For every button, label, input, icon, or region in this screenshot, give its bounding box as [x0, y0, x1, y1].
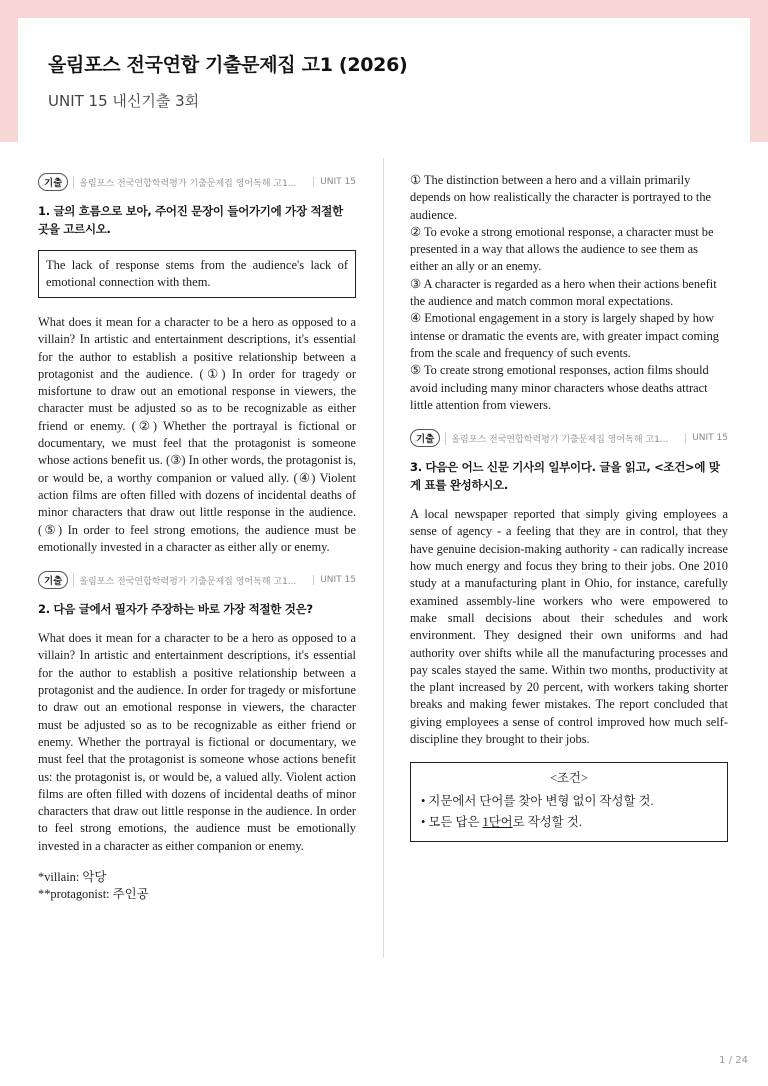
condition-2-after: 로 작성할 것. [512, 815, 582, 830]
q1-title: 1. 글의 흐름으로 보아, 주어진 문장이 들어가기에 가장 적절한 곳을 고르시오. [38, 204, 343, 236]
q2-title: 2. 다음 글에서 필자가 주장하는 바로 가장 적절한 것은? [38, 602, 313, 617]
left-column [38, 172, 356, 904]
choice-2[interactable]: ② To evoke a strong emotional response, a character must be presented in a way that allows the audience to see them as either an ally or an enemy. [410, 224, 714, 274]
q1-given-sentence: The lack of response stems from the audience's lack of emotional connection with them. [38, 250, 356, 298]
q3-passage: A local newspaper reported that simply giving employees a sense of agency - a feeling that they are in control, that they have genuine decision-making authority - can radically increase how much energy and focus they bring to their jobs. One 2010 study at a manufacturing plant in Ohio, for instance, carefully examined assembly-line workers who were empowered to make small decisions about their schedules and work environment. They designed their own uniforms and had authority over shifts while all the manufacturing processes and pay scales stayed the same. Within two months, productivity at the plant increased by 20 percent, with workers taking shorter breaks and making fewer mistakes. The report concluded that giving employees a sense of control improved how much self-discipline they brought to their jobs. [410, 507, 728, 747]
header-card [18, 18, 750, 142]
condition-2 [421, 812, 717, 833]
choice-1[interactable]: ① The distinction between a hero and a villain primarily depends on how realistically the character is portrayed to the audience. [410, 173, 712, 222]
q3-unit: UNIT 15 [685, 433, 728, 443]
q2-passage: What does it mean for a character to be a hero as opposed to a villain? In artistic and entertainment descriptions, it's essential for the author to establish a positive relationship between a protagonist and the audience. In order for tragedy or misfortune to draw out an emotional response in viewers, the character must be adjusted so as to be recognizable as either friend or enemy. Whether the portrayal is fictional or documentary, we must feel that the protagonist is someone whose actions benefit us: the protagonist is, or would be, a valued ally. Violent action films are often filled with dozens of incidental deaths of minor characters that draw out little response in the audience. In order to feel strong emotions, the audience must be emotionally invested in a character as either companion or enemy. [38, 631, 356, 853]
right-column [410, 172, 728, 842]
document-title: 올림포스 전국연합 기출문제집 고1 (2026) [48, 54, 408, 76]
q2-badge: 기출 [38, 571, 68, 589]
page-number: 1 / 24 [719, 1055, 748, 1066]
q1-passage: What does it mean for a character to be a hero as opposed to a villain? In artistic and entertainment descriptions, it's essential for the author to establish a positive relationship between a protagonist and the audience. (①) In order for tragedy or misfortune to draw out an emotional response in viewers, the character must be adjusted so as to be recognizable as either friend or enemy. (②) Whether the portrayal is fictional or documentary, we must feel that the protagonist is someone whose actions benefit us. (③) In other words, the protagonist is, or would be, a worthy companion or valued ally. (④) Violent action films are often filled with dozens of incidental deaths of minor characters that draw out little response in the audience. (⑤) In order to feel strong emotions, the audience must be emotionally invested in a character as either ally or enemy. [38, 315, 356, 554]
q2-choices [410, 172, 728, 414]
note-villain: *villain: 악당 [38, 870, 107, 885]
q1-unit: UNIT 15 [313, 177, 356, 187]
choice-4[interactable]: ④ Emotional engagement in a story is largely shaped by how intense or dramatic the events are, with greater impact coming from the scale and frequency of such events. [410, 311, 719, 360]
q2-tagline [38, 570, 356, 590]
q3-badge: 기출 [410, 429, 440, 447]
q3-title: 3. 다음은 어느 신문 기사의 일부이다. 글을 읽고, <조건>에 맞게 표를 완성하시오. [410, 460, 720, 493]
q2-source: 올림포스 전국연합학력평가 기출문제집 영어독해 고1... [73, 574, 307, 587]
q2-unit: UNIT 15 [313, 575, 356, 585]
choice-5[interactable]: ⑤ To create strong emotional responses, action films should avoid including many minor characters whose deaths attract little attention from viewers. [410, 363, 709, 412]
q1-badge: 기출 [38, 173, 68, 191]
column-divider [383, 158, 384, 958]
condition-1: • 지문에서 단어를 찾아 변형 없이 작성할 것. [421, 794, 654, 809]
conditions-title: <조건> [550, 771, 588, 786]
condition-2-underlined: 1단어 [482, 815, 513, 830]
choice-3[interactable]: ③ A character is regarded as a hero when their actions benefit the audience and match common moral expectations. [410, 276, 717, 309]
note-protagonist: **protagonist: 주인공 [38, 887, 149, 902]
conditions-box [410, 762, 728, 842]
q1-source: 올림포스 전국연합학력평가 기출문제집 영어독해 고1... [73, 176, 307, 189]
q1-tagline [38, 172, 356, 192]
document-subtitle: UNIT 15 내신기출 3회 [48, 92, 200, 110]
condition-2-before: • 모든 답은 [421, 815, 483, 830]
q3-tagline [410, 428, 728, 448]
q3-source: 올림포스 전국연합학력평가 기출문제집 영어독해 고1... [445, 432, 679, 445]
q2-notes [38, 869, 356, 904]
